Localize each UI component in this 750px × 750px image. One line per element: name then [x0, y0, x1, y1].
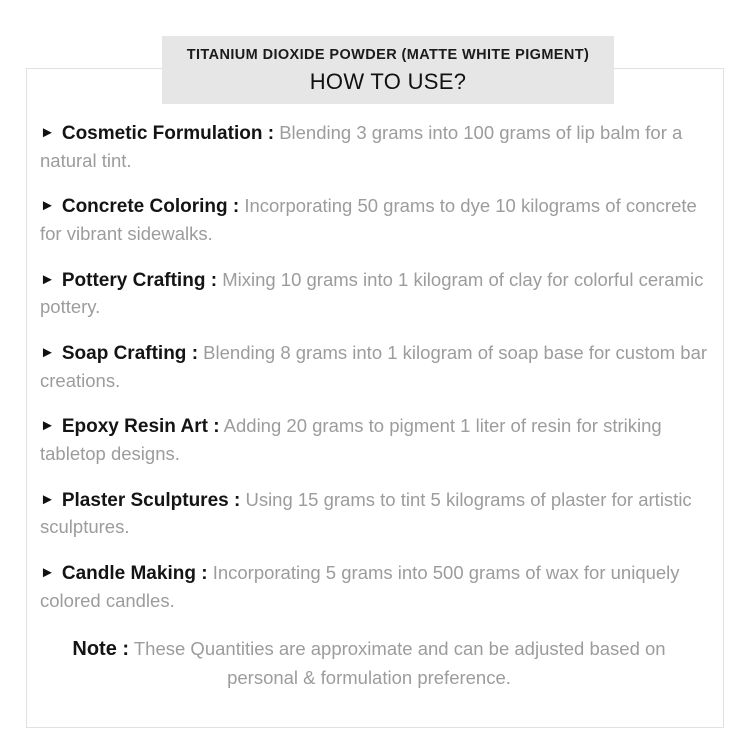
list-item-term: Plaster Sculptures : — [61, 489, 241, 511]
arrow-bullet-icon: ► — [40, 270, 55, 288]
header-subtitle: TITANIUM DIOXIDE POWDER (MATTE WHITE PIGMENT) — [186, 47, 590, 63]
note-text: These Quantities are approximate and can be adjusted based on personal & formulation preference. — [133, 637, 666, 688]
list-item-term: Soap Crafting : — [61, 343, 199, 365]
arrow-bullet-icon: ► — [40, 197, 55, 215]
page-title: HOW TO USE? — [309, 68, 467, 94]
arrow-bullet-icon: ► — [40, 124, 55, 141]
list-item-term: Concrete Coloring : — [61, 196, 240, 218]
arrow-bullet-icon: ► — [40, 417, 55, 435]
list-item — [38, 413, 722, 467]
list-item-description: Adding 20 grams to pigment 1 liter of resin for striking tabletop designs. — [40, 415, 662, 464]
header-band — [162, 36, 614, 104]
arrow-bullet-icon: ► — [40, 344, 55, 362]
list-item-term: Epoxy Resin Art : — [61, 416, 220, 438]
list-item-term: Candle Making : — [61, 563, 208, 585]
note-block — [38, 634, 722, 692]
arrow-bullet-icon: ► — [40, 490, 55, 508]
list-item — [38, 193, 722, 247]
list-item — [38, 267, 722, 321]
list-item-description: Incorporating 50 grams to dye 10 kilograms of concrete for vibrant sidewalks. — [40, 195, 697, 244]
arrow-bullet-icon: ► — [40, 564, 55, 582]
note-label: Note : — [72, 637, 130, 660]
list-item-description: Mixing 10 grams into 1 kilogram of clay for colorful ceramic pottery. — [40, 268, 704, 318]
list-item-description: Incorporating 5 grams into 500 grams of wax for uniquely colored candles. — [40, 562, 680, 611]
list-item-term: Pottery Crafting : — [61, 269, 218, 291]
list-item — [38, 487, 722, 541]
list-item-description: Blending 3 grams into 100 grams of lip balm for a natural tint. — [40, 122, 683, 171]
list-item-description: Blending 8 grams into 1 kilogram of soap base for custom bar creations. — [40, 342, 708, 391]
list-item — [38, 120, 722, 174]
list-item — [38, 560, 722, 614]
list-item-description: Using 15 grams to tint 5 kilograms of plaster for artistic sculptures. — [40, 488, 692, 538]
list-item — [38, 340, 722, 394]
list-item-term: Cosmetic Formulation : — [61, 123, 275, 144]
usage-list — [38, 120, 722, 691]
